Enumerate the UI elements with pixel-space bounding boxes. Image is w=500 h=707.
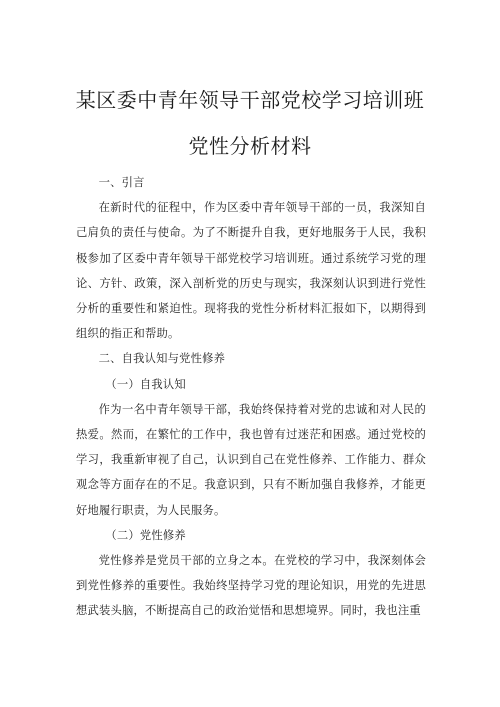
subsection-heading-self-cognition: （一）自我认知: [105, 377, 186, 391]
document-body: [76, 170, 426, 624]
paragraph-self-cognition: 作为一名中青年领导干部，我始终保持着对党的忠诚和对人民的热爱。然而，在繁忙的工作中，我也曾有过迷茫和困惑。通过党校的学习，我重新审视了自己，认识到自己在党性修养、工作能力、群众观念等方面存在的不足。我意识到，只有不断加强自我修养，才能更好地履行职责，为人民服务。: [76, 402, 426, 517]
subsection-heading-party-cultivation: （二）党性修养: [105, 528, 186, 542]
section-heading-introduction: 一、引言: [98, 176, 145, 189]
document-subtitle: 党性分析材料: [188, 134, 312, 158]
paragraph-party-cultivation: 党性修养是党员干部的立身之本。在党校的学习中，我深刻体会到党性修养的重要性。我始终坚持学习党的理论知识，用党的先进思想武装头脑，不断提高自己的政治觉悟和思想境界。同时，我也注重: [76, 554, 426, 618]
document-title: 某区委中青年领导干部党校学习培训班: [75, 88, 425, 112]
section-heading-self-awareness: 二、自我认知与党性修养: [98, 352, 226, 366]
paragraph-introduction: 在新时代的征程中，作为区委中青年领导干部的一员，我深知自己肩负的责任与使命。为了不断提升自我，更好地服务于人民，我积极参加了区委中青年领导干部党校学习培训班。通过系统学习党的理论、方针、政策，深入剖析党的历史与现实，我深刻认识到进行党性分析的重要性和紧迫性。现将我的党性分析材料汇报如下，以期得到组织的指正和帮助。: [76, 201, 426, 341]
